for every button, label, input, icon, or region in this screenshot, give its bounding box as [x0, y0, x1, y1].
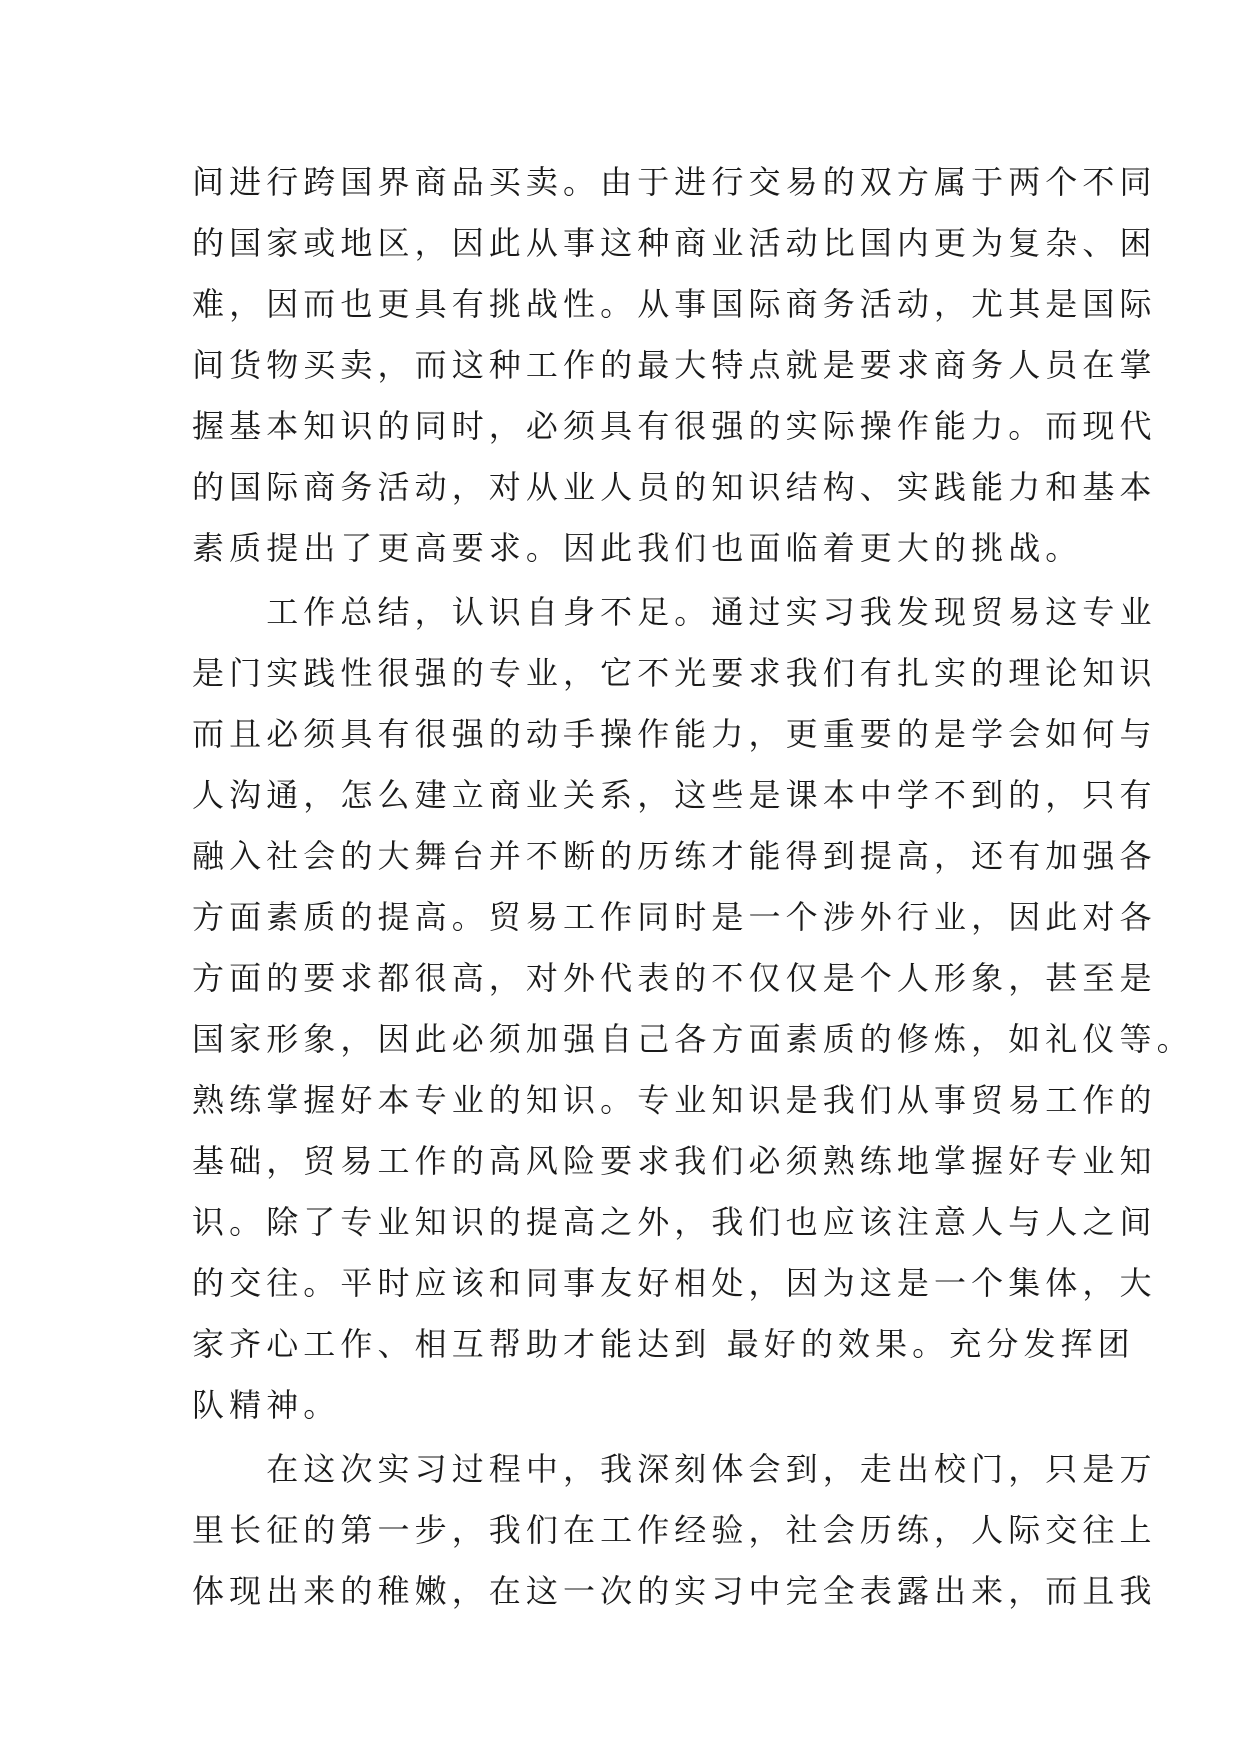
text-line: 家齐心工作、相互帮助才能达到 最好的效果。充分发挥团: [192, 1325, 1135, 1363]
text-line: 握基本知识的同时，必须具有很强的实际操作能力。而现代: [192, 407, 1157, 445]
text-line: 间货物买卖，而这种工作的最大特点就是要求商务人员在掌: [192, 346, 1157, 384]
text-line: 工作总结，认识自身不足。通过实习我发现贸易这专业: [192, 593, 1157, 631]
text-line: 方面的要求都很高，对外代表的不仅仅是个人形象，甚至是: [192, 959, 1157, 997]
text-line: 难，因而也更具有挑战性。从事国际商务活动，尤其是国际: [192, 285, 1157, 323]
text-line: 在这次实习过程中，我深刻体会到，走出校门，只是万: [192, 1450, 1157, 1488]
text-line: 是门实践性很强的专业，它不光要求我们有扎实的理论知识: [192, 654, 1157, 692]
text-line: 基础，贸易工作的高风险要求我们必须熟练地掌握好专业知: [192, 1142, 1157, 1180]
text-line: 的国家或地区，因此从事这种商业活动比国内更为复杂、困: [192, 224, 1157, 262]
body-text: [192, 152, 1194, 1622]
text-line: 队精神。: [192, 1386, 341, 1424]
text-line: 人沟通，怎么建立商业关系，这些是课本中学不到的，只有: [192, 776, 1157, 814]
text-line: 国家形象，因此必须加强自己各方面素质的修炼，如礼仪等。: [192, 1020, 1194, 1058]
text-line: 融入社会的大舞台并不断的历练才能得到提高，还有加强各: [192, 837, 1157, 875]
text-line: 的交往。平时应该和同事友好相处，因为这是一个集体，大: [192, 1264, 1157, 1302]
text-line: 方面素质的提高。贸易工作同时是一个涉外行业，因此对各: [192, 898, 1157, 936]
text-line: 的国际商务活动，对从业人员的知识结构、实践能力和基本: [192, 468, 1157, 506]
text-line: 识。除了专业知识的提高之外，我们也应该注意人与人之间: [192, 1203, 1157, 1241]
text-line: 素质提出了更高要求。因此我们也面临着更大的挑战。: [192, 529, 1083, 567]
text-line: 熟练掌握好本专业的知识。专业知识是我们从事贸易工作的: [192, 1081, 1157, 1119]
text-line: 体现出来的稚嫩，在这一次的实习中完全表露出来，而且我: [192, 1572, 1157, 1610]
text-line: 而且必须具有很强的动手操作能力，更重要的是学会如何与: [192, 715, 1157, 753]
text-line: 间进行跨国界商品买卖。由于进行交易的双方属于两个不同: [192, 163, 1157, 201]
text-line: 里长征的第一步，我们在工作经验，社会历练，人际交往上: [192, 1511, 1157, 1549]
